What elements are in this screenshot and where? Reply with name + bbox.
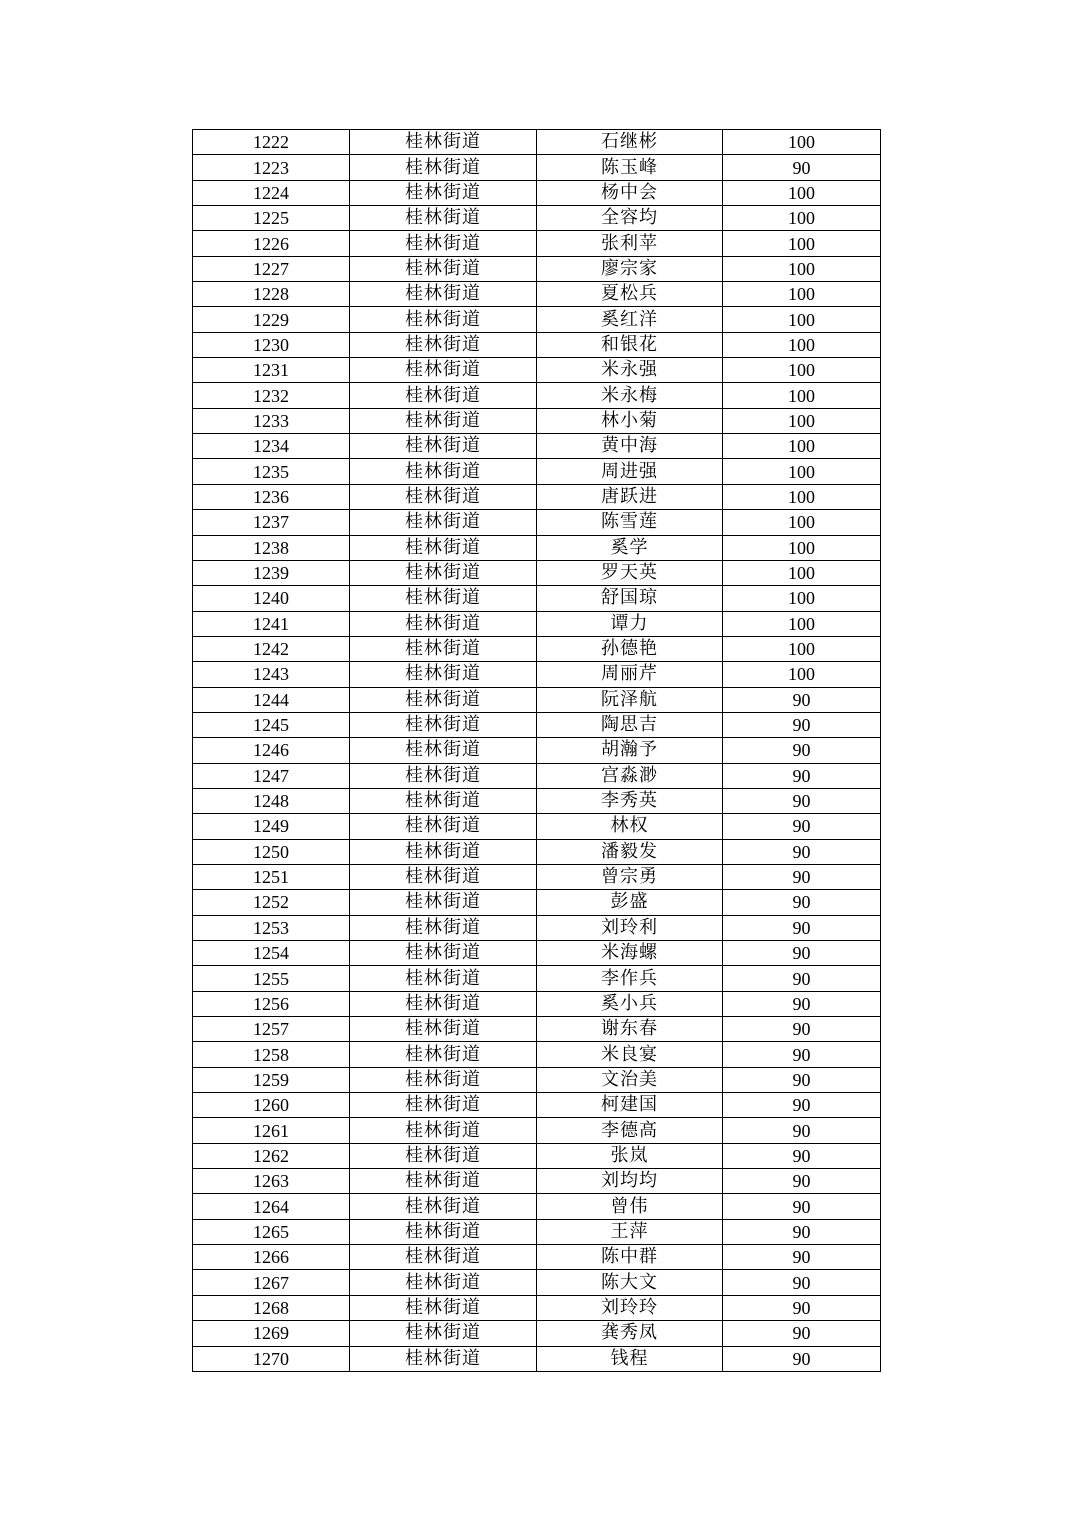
row-number-cell: 1270: [193, 1346, 350, 1371]
score-cell: 90: [723, 941, 881, 966]
subdistrict-cell: 桂林街道: [350, 1346, 537, 1371]
score-cell: 100: [723, 408, 881, 433]
person-name-cell: 罗天英: [537, 560, 723, 585]
table-row: [193, 560, 881, 585]
score-cell: 90: [723, 1194, 881, 1219]
person-name-cell: 陶思吉: [537, 712, 723, 737]
person-name-cell: 廖宗家: [537, 256, 723, 281]
score-cell: 90: [723, 1321, 881, 1346]
table-row: [193, 1169, 881, 1194]
subdistrict-cell: 桂林街道: [350, 1219, 537, 1244]
row-number-cell: 1247: [193, 763, 350, 788]
person-name-cell: 米永强: [537, 358, 723, 383]
subdistrict-cell: 桂林街道: [350, 1169, 537, 1194]
score-cell: 100: [723, 307, 881, 332]
table-row: [193, 611, 881, 636]
subdistrict-cell: 桂林街道: [350, 206, 537, 231]
person-name-cell: 潘毅发: [537, 839, 723, 864]
row-number-cell: 1257: [193, 1017, 350, 1042]
table-row: [193, 484, 881, 509]
row-number-cell: 1254: [193, 941, 350, 966]
person-name-cell: 刘均均: [537, 1169, 723, 1194]
person-name-cell: 谭力: [537, 611, 723, 636]
subdistrict-cell: 桂林街道: [350, 484, 537, 509]
person-name-cell: 胡瀚予: [537, 738, 723, 763]
person-name-cell: 文治美: [537, 1067, 723, 1092]
table-row: [193, 712, 881, 737]
subdistrict-cell: 桂林街道: [350, 282, 537, 307]
score-cell: 100: [723, 459, 881, 484]
table-row: [193, 434, 881, 459]
score-cell: 90: [723, 991, 881, 1016]
table-row: [193, 662, 881, 687]
row-number-cell: 1252: [193, 890, 350, 915]
row-number-cell: 1238: [193, 535, 350, 560]
score-cell: 90: [723, 890, 881, 915]
table-row: [193, 738, 881, 763]
person-name-cell: 李秀英: [537, 788, 723, 813]
row-number-cell: 1253: [193, 915, 350, 940]
table-row: [193, 1219, 881, 1244]
table-row: [193, 130, 881, 155]
row-number-cell: 1267: [193, 1270, 350, 1295]
subdistrict-cell: 桂林街道: [350, 763, 537, 788]
table-row: [193, 1321, 881, 1346]
row-number-cell: 1261: [193, 1118, 350, 1143]
row-number-cell: 1239: [193, 560, 350, 585]
row-number-cell: 1234: [193, 434, 350, 459]
subdistrict-cell: 桂林街道: [350, 712, 537, 737]
row-number-cell: 1255: [193, 966, 350, 991]
table-row: [193, 839, 881, 864]
person-name-cell: 陈大文: [537, 1270, 723, 1295]
subdistrict-cell: 桂林街道: [350, 586, 537, 611]
score-cell: 90: [723, 1219, 881, 1244]
person-name-cell: 杨中会: [537, 180, 723, 205]
subdistrict-cell: 桂林街道: [350, 1093, 537, 1118]
row-number-cell: 1249: [193, 814, 350, 839]
person-name-cell: 柯建国: [537, 1093, 723, 1118]
person-name-cell: 刘玲利: [537, 915, 723, 940]
person-name-cell: 张岚: [537, 1143, 723, 1168]
person-name-cell: 刘玲玲: [537, 1295, 723, 1320]
table-row: [193, 358, 881, 383]
table-row: [193, 814, 881, 839]
row-number-cell: 1224: [193, 180, 350, 205]
row-number-cell: 1266: [193, 1245, 350, 1270]
table-row: [193, 941, 881, 966]
score-cell: 100: [723, 434, 881, 459]
score-cell: 90: [723, 1042, 881, 1067]
score-cell: 100: [723, 383, 881, 408]
subdistrict-cell: 桂林街道: [350, 1321, 537, 1346]
row-number-cell: 1244: [193, 687, 350, 712]
person-name-cell: 谢东春: [537, 1017, 723, 1042]
subdistrict-cell: 桂林街道: [350, 180, 537, 205]
score-cell: 100: [723, 484, 881, 509]
person-name-cell: 阮泽航: [537, 687, 723, 712]
subdistrict-cell: 桂林街道: [350, 788, 537, 813]
person-name-cell: 和银花: [537, 332, 723, 357]
score-cell: 90: [723, 1346, 881, 1371]
subdistrict-cell: 桂林街道: [350, 510, 537, 535]
table-row: [193, 636, 881, 661]
row-number-cell: 1227: [193, 256, 350, 281]
person-name-cell: 曾伟: [537, 1194, 723, 1219]
score-cell: 90: [723, 763, 881, 788]
person-name-cell: 米海螺: [537, 941, 723, 966]
score-cell: 90: [723, 1143, 881, 1168]
row-number-cell: 1258: [193, 1042, 350, 1067]
person-name-cell: 林小菊: [537, 408, 723, 433]
score-cell: 100: [723, 662, 881, 687]
score-cell: 90: [723, 155, 881, 180]
table-row: [193, 788, 881, 813]
score-cell: 90: [723, 712, 881, 737]
row-number-cell: 1259: [193, 1067, 350, 1092]
subdistrict-cell: 桂林街道: [350, 839, 537, 864]
table-row: [193, 282, 881, 307]
table-row: [193, 763, 881, 788]
subdistrict-cell: 桂林街道: [350, 966, 537, 991]
table-row: [193, 1143, 881, 1168]
person-name-cell: 孙德艳: [537, 636, 723, 661]
table-row: [193, 332, 881, 357]
score-cell: 90: [723, 1270, 881, 1295]
score-cell: 90: [723, 687, 881, 712]
person-name-cell: 张利苹: [537, 231, 723, 256]
subdistrict-cell: 桂林街道: [350, 535, 537, 560]
person-name-cell: 奚小兵: [537, 991, 723, 1016]
score-cell: 90: [723, 738, 881, 763]
table-row: [193, 535, 881, 560]
person-name-cell: 夏松兵: [537, 282, 723, 307]
subdistrict-cell: 桂林街道: [350, 662, 537, 687]
person-name-cell: 奚红洋: [537, 307, 723, 332]
row-number-cell: 1228: [193, 282, 350, 307]
person-name-cell: 宫淼渺: [537, 763, 723, 788]
table-row: [193, 915, 881, 940]
subdistrict-cell: 桂林街道: [350, 814, 537, 839]
person-name-cell: 王萍: [537, 1219, 723, 1244]
score-cell: 100: [723, 510, 881, 535]
subdistrict-cell: 桂林街道: [350, 358, 537, 383]
table-row: [193, 1270, 881, 1295]
row-number-cell: 1222: [193, 130, 350, 155]
table-row: [193, 1093, 881, 1118]
person-name-cell: 唐跃进: [537, 484, 723, 509]
subdistrict-cell: 桂林街道: [350, 231, 537, 256]
subdistrict-cell: 桂林街道: [350, 256, 537, 281]
person-name-cell: 林权: [537, 814, 723, 839]
score-cell: 90: [723, 1295, 881, 1320]
row-number-cell: 1264: [193, 1194, 350, 1219]
subdistrict-cell: 桂林街道: [350, 687, 537, 712]
person-name-cell: 周进强: [537, 459, 723, 484]
row-number-cell: 1263: [193, 1169, 350, 1194]
row-number-cell: 1237: [193, 510, 350, 535]
table-row: [193, 864, 881, 889]
table-row: [193, 459, 881, 484]
row-number-cell: 1251: [193, 864, 350, 889]
subdistrict-cell: 桂林街道: [350, 636, 537, 661]
score-cell: 90: [723, 864, 881, 889]
table-row: [193, 1245, 881, 1270]
subdistrict-cell: 桂林街道: [350, 941, 537, 966]
table-row: [193, 155, 881, 180]
person-name-cell: 黄中海: [537, 434, 723, 459]
row-number-cell: 1269: [193, 1321, 350, 1346]
score-cell: 100: [723, 332, 881, 357]
person-name-cell: 米良宴: [537, 1042, 723, 1067]
person-name-cell: 李作兵: [537, 966, 723, 991]
person-name-cell: 龚秀凤: [537, 1321, 723, 1346]
subdistrict-cell: 桂林街道: [350, 1295, 537, 1320]
score-cell: 100: [723, 611, 881, 636]
table-row: [193, 510, 881, 535]
row-number-cell: 1243: [193, 662, 350, 687]
row-number-cell: 1223: [193, 155, 350, 180]
score-cell: 100: [723, 535, 881, 560]
score-cell: 90: [723, 1169, 881, 1194]
row-number-cell: 1231: [193, 358, 350, 383]
row-number-cell: 1225: [193, 206, 350, 231]
row-number-cell: 1262: [193, 1143, 350, 1168]
subdistrict-cell: 桂林街道: [350, 1245, 537, 1270]
table-row: [193, 966, 881, 991]
table-row: [193, 1067, 881, 1092]
row-number-cell: 1250: [193, 839, 350, 864]
score-cell: 100: [723, 586, 881, 611]
row-number-cell: 1229: [193, 307, 350, 332]
subdistrict-cell: 桂林街道: [350, 383, 537, 408]
row-number-cell: 1242: [193, 636, 350, 661]
person-name-cell: 全容均: [537, 206, 723, 231]
table-row: [193, 1118, 881, 1143]
person-name-cell: 彭盛: [537, 890, 723, 915]
table-row: [193, 408, 881, 433]
row-number-cell: 1230: [193, 332, 350, 357]
score-cell: 100: [723, 180, 881, 205]
table-row: [193, 1194, 881, 1219]
table-row: [193, 206, 881, 231]
table-row: [193, 1042, 881, 1067]
row-number-cell: 1236: [193, 484, 350, 509]
score-cell: 90: [723, 839, 881, 864]
roster-table: [192, 129, 881, 1372]
table-row: [193, 1346, 881, 1371]
subdistrict-cell: 桂林街道: [350, 307, 537, 332]
row-number-cell: 1232: [193, 383, 350, 408]
subdistrict-cell: 桂林街道: [350, 991, 537, 1016]
score-cell: 90: [723, 966, 881, 991]
subdistrict-cell: 桂林街道: [350, 332, 537, 357]
subdistrict-cell: 桂林街道: [350, 1143, 537, 1168]
person-name-cell: 米永梅: [537, 383, 723, 408]
subdistrict-cell: 桂林街道: [350, 890, 537, 915]
person-name-cell: 周丽芹: [537, 662, 723, 687]
score-cell: 100: [723, 256, 881, 281]
score-cell: 100: [723, 282, 881, 307]
subdistrict-cell: 桂林街道: [350, 434, 537, 459]
subdistrict-cell: 桂林街道: [350, 1067, 537, 1092]
subdistrict-cell: 桂林街道: [350, 560, 537, 585]
subdistrict-cell: 桂林街道: [350, 864, 537, 889]
subdistrict-cell: 桂林街道: [350, 1042, 537, 1067]
score-cell: 100: [723, 560, 881, 585]
row-number-cell: 1265: [193, 1219, 350, 1244]
table-row: [193, 1017, 881, 1042]
person-name-cell: 陈中群: [537, 1245, 723, 1270]
subdistrict-cell: 桂林街道: [350, 408, 537, 433]
score-cell: 100: [723, 206, 881, 231]
score-cell: 90: [723, 1017, 881, 1042]
row-number-cell: 1233: [193, 408, 350, 433]
table-row: [193, 586, 881, 611]
person-name-cell: 陈玉峰: [537, 155, 723, 180]
row-number-cell: 1268: [193, 1295, 350, 1320]
person-name-cell: 钱程: [537, 1346, 723, 1371]
row-number-cell: 1260: [193, 1093, 350, 1118]
subdistrict-cell: 桂林街道: [350, 611, 537, 636]
table-row: [193, 991, 881, 1016]
score-cell: 90: [723, 814, 881, 839]
score-cell: 90: [723, 1118, 881, 1143]
person-name-cell: 陈雪莲: [537, 510, 723, 535]
row-number-cell: 1226: [193, 231, 350, 256]
subdistrict-cell: 桂林街道: [350, 1270, 537, 1295]
person-name-cell: 石继彬: [537, 130, 723, 155]
subdistrict-cell: 桂林街道: [350, 1017, 537, 1042]
table-row: [193, 383, 881, 408]
roster-table-body: [193, 130, 881, 1372]
score-cell: 90: [723, 1093, 881, 1118]
table-row: [193, 180, 881, 205]
subdistrict-cell: 桂林街道: [350, 130, 537, 155]
score-cell: 100: [723, 231, 881, 256]
table-row: [193, 890, 881, 915]
row-number-cell: 1240: [193, 586, 350, 611]
score-cell: 90: [723, 1245, 881, 1270]
table-row: [193, 231, 881, 256]
row-number-cell: 1235: [193, 459, 350, 484]
subdistrict-cell: 桂林街道: [350, 738, 537, 763]
person-name-cell: 曾宗勇: [537, 864, 723, 889]
person-name-cell: 李德高: [537, 1118, 723, 1143]
row-number-cell: 1256: [193, 991, 350, 1016]
row-number-cell: 1246: [193, 738, 350, 763]
subdistrict-cell: 桂林街道: [350, 155, 537, 180]
person-name-cell: 舒国琼: [537, 586, 723, 611]
subdistrict-cell: 桂林街道: [350, 459, 537, 484]
score-cell: 90: [723, 915, 881, 940]
table-row: [193, 307, 881, 332]
score-cell: 90: [723, 1067, 881, 1092]
subdistrict-cell: 桂林街道: [350, 1194, 537, 1219]
row-number-cell: 1241: [193, 611, 350, 636]
table-row: [193, 687, 881, 712]
score-cell: 100: [723, 636, 881, 661]
row-number-cell: 1245: [193, 712, 350, 737]
subdistrict-cell: 桂林街道: [350, 915, 537, 940]
score-cell: 100: [723, 358, 881, 383]
table-row: [193, 1295, 881, 1320]
person-name-cell: 奚学: [537, 535, 723, 560]
subdistrict-cell: 桂林街道: [350, 1118, 537, 1143]
table-row: [193, 256, 881, 281]
score-cell: 90: [723, 788, 881, 813]
score-cell: 100: [723, 130, 881, 155]
row-number-cell: 1248: [193, 788, 350, 813]
